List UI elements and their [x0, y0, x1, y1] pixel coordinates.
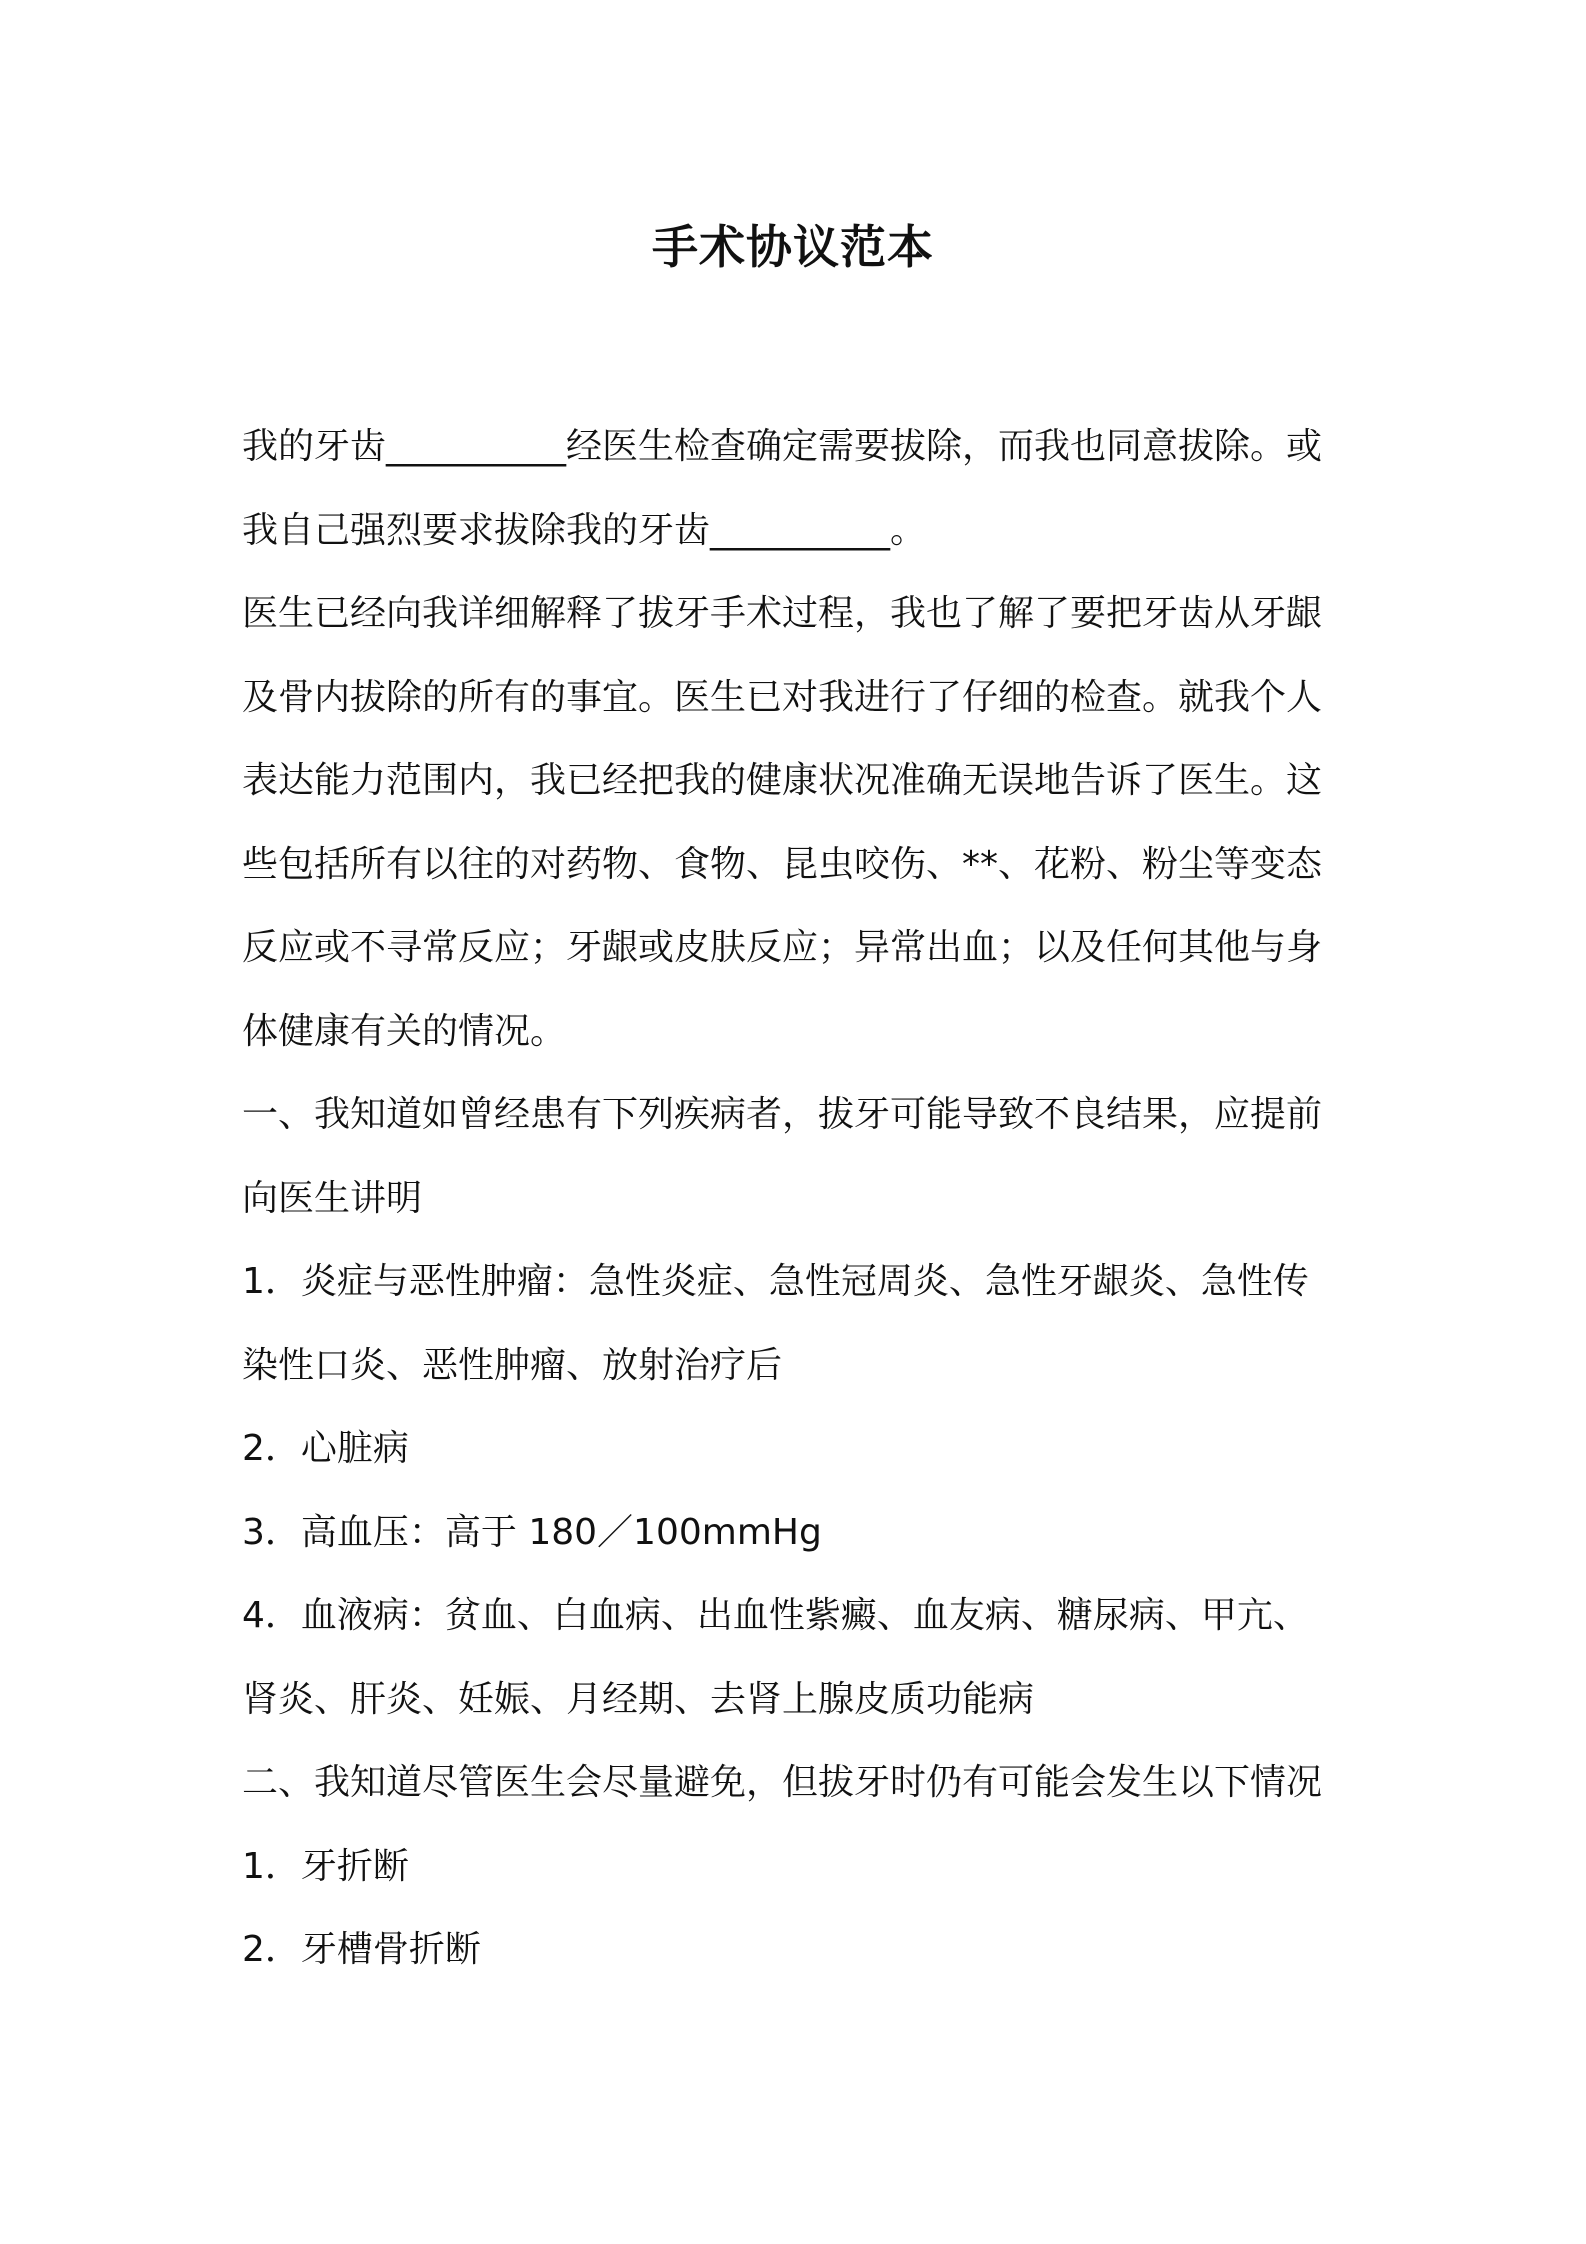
- paragraph-line: 反应或不寻常反应；牙龈或皮肤反应；异常出血；以及任何其他与身: [242, 927, 1323, 968]
- document-title: 手术协议范本: [652, 220, 934, 274]
- paragraph-line: 些包括所有以往的对药物、食物、昆虫咬伤、**、花粉、粉尘等变态: [242, 843, 1323, 885]
- list-item-line: 肾炎、肝炎、妊娠、月经期、去肾上腺皮质功能病: [242, 1678, 1035, 1720]
- list-item-line: 1．炎症与恶性肿瘤：急性炎症、急性冠周炎、急性牙龈炎、急性传: [242, 1261, 1309, 1302]
- section-heading-line: 向医生讲明: [242, 1177, 423, 1219]
- section-heading-line: 二、我知道尽管医生会尽量避免，但拔牙时仍有可能会发生以下情况: [242, 1762, 1323, 1803]
- paragraph-line: 表达能力范围内，我已经把我的健康状况准确无误地告诉了医生。这: [242, 760, 1323, 801]
- list-item-line: 1．牙折断: [242, 1845, 409, 1887]
- paragraph-line: 我的牙齿__________经医生检查确定需要拔除，而我也同意拔除。或: [242, 426, 1323, 467]
- list-item-line: 2．牙槽骨折断: [242, 1929, 481, 1970]
- paragraph-line: 及骨内拔除的所有的事宜。医生已对我进行了仔细的检查。就我个人: [242, 676, 1323, 718]
- list-item-line: 4．血液病：贫血、白血病、出血性紫癜、血友病、糖尿病、甲亢、: [242, 1595, 1309, 1636]
- paragraph-line: 我自己强烈要求拔除我的牙齿__________。: [242, 509, 927, 551]
- list-item-line: 2．心脏病: [242, 1428, 409, 1469]
- paragraph-line: 医生已经向我详细解释了拔牙手术过程，我也了解了要把牙齿从牙龈: [242, 593, 1323, 634]
- document-body: [242, 405, 1362, 1992]
- paragraph-line: 体健康有关的情况。: [242, 1010, 567, 1052]
- list-item-line: 染性口炎、恶性肿瘤、放射治疗后: [242, 1344, 783, 1386]
- section-heading-line: 一、我知道如曾经患有下列疾病者，拔牙可能导致不良结果，应提前: [242, 1094, 1323, 1135]
- list-item-line: 3．高血压：高于 180／100mmHg: [242, 1511, 822, 1553]
